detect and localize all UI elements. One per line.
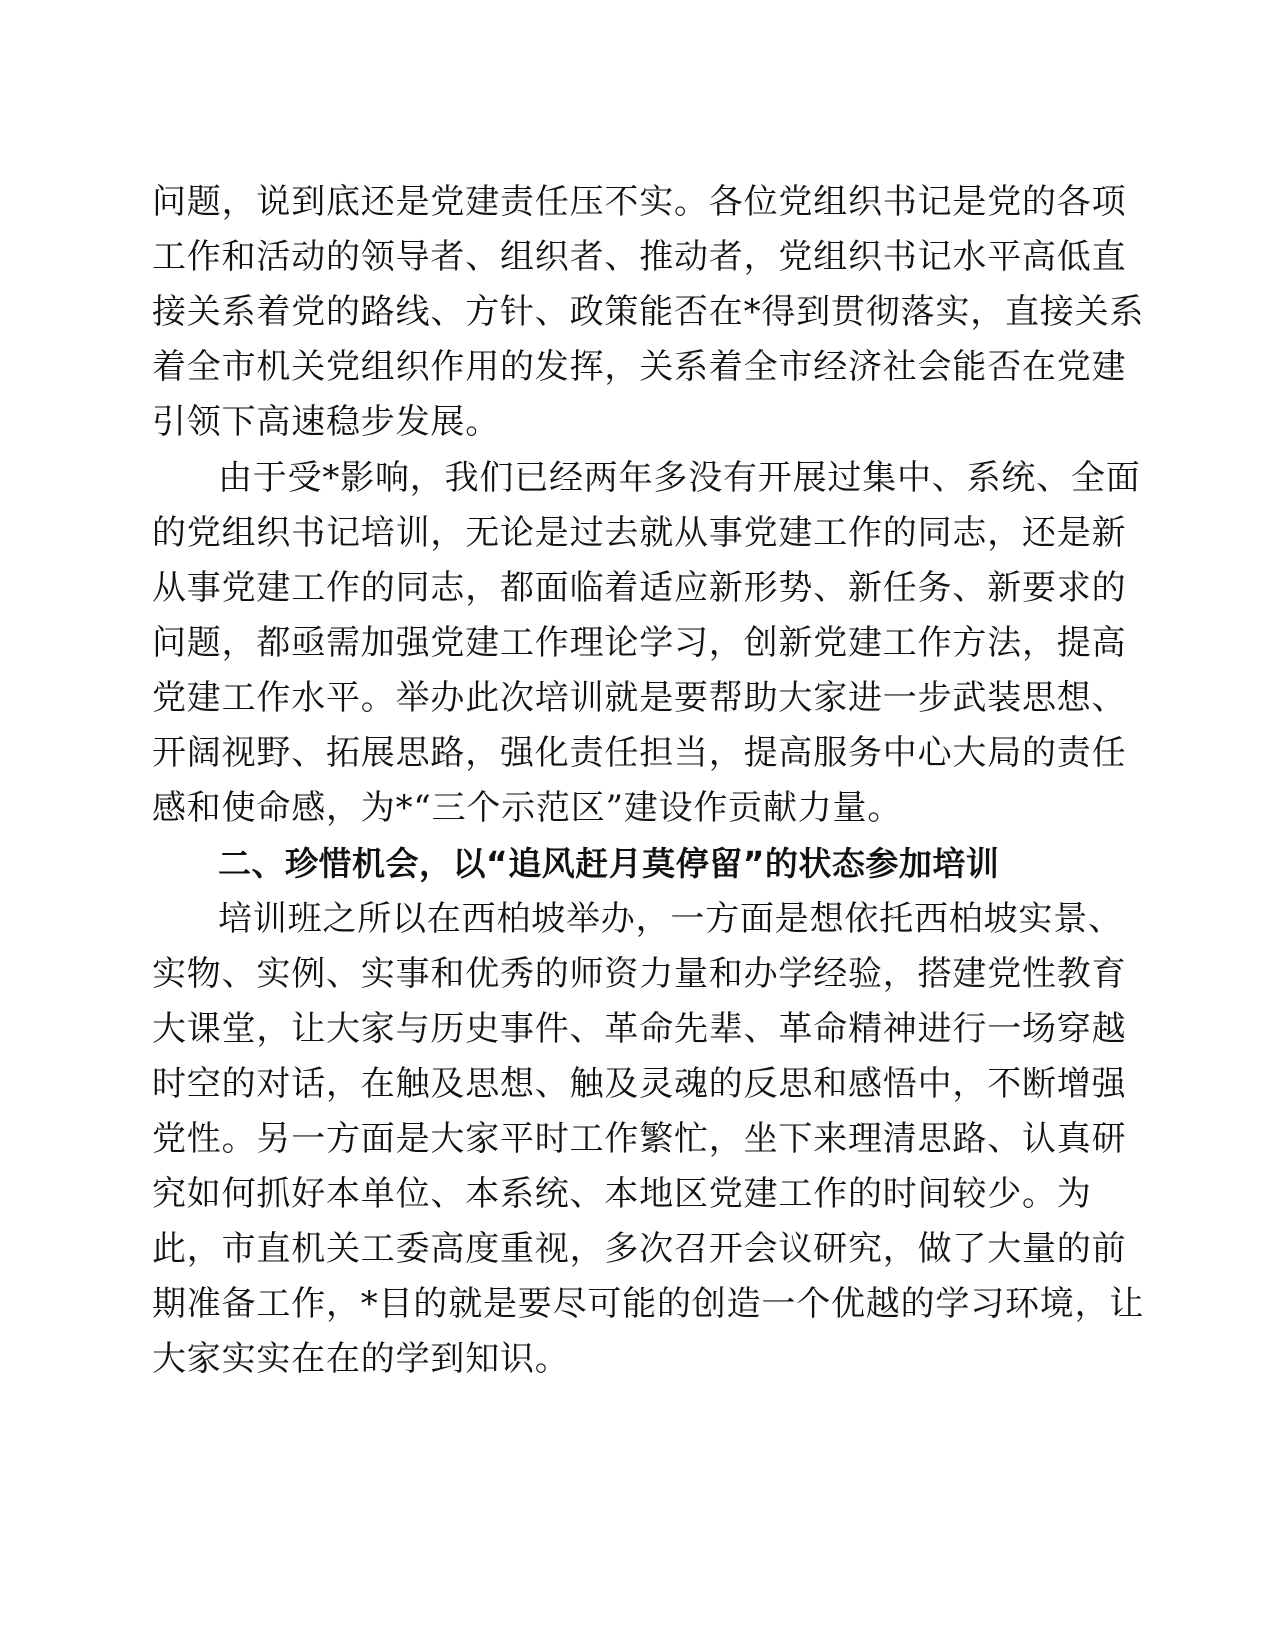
text-line: 的党组织书记培训，无论是过去就从事党建工作的同志，还是新 <box>152 513 1127 553</box>
text-line: 从事党建工作的同志，都面临着适应新形势、新任务、新要求的 <box>152 568 1127 608</box>
text-line: 工作和活动的领导者、组织者、推动者，党组织书记水平高低直 <box>152 237 1127 277</box>
text-line: 问题，说到底还是党建责任压不实。各位党组织书记是党的各项 <box>152 182 1127 222</box>
text-line: 感和使命感，为*“三个示范区”建设作贡献力量。 <box>152 788 903 828</box>
text-line: 党建工作水平。举办此次培训就是要帮助大家进一步武装思想、 <box>152 678 1127 718</box>
text-line: 大家实实在在的学到知识。 <box>152 1339 570 1379</box>
text-line: 接关系着党的路线、方针、政策能否在*得到贯彻落实，直接关系 <box>152 292 1145 332</box>
text-line: 实物、实例、实事和优秀的师资力量和办学经验，搭建党性教育 <box>152 954 1127 994</box>
text-line: 党性。另一方面是大家平时工作繁忙，坐下来理清思路、认真研 <box>152 1119 1127 1159</box>
text-line: 时空的对话，在触及思想、触及灵魂的反思和感悟中，不断增强 <box>152 1064 1127 1104</box>
text-line: 此，市直机关工委高度重视，多次召开会议研究，做了大量的前 <box>152 1229 1127 1269</box>
section-heading: 二、珍惜机会，以“追风赶月莫停留”的状态参加培训 <box>218 844 1000 883</box>
paragraph-start: 由于受*影响，我们已经两年多没有开展过集中、系统、全面 <box>218 458 1141 498</box>
text-line: 大课堂，让大家与历史事件、革命先辈、革命精神进行一场穿越 <box>152 1009 1127 1049</box>
text-line: 着全市机关党组织作用的发挥，关系着全市经济社会能否在党建 <box>152 347 1127 387</box>
text-line: 究如何抓好本单位、本系统、本地区党建工作的时间较少。为 <box>152 1174 1092 1214</box>
text-line: 期准备工作，*目的就是要尽可能的创造一个优越的学习环境，让 <box>152 1284 1145 1324</box>
text-line: 开阔视野、拓展思路，强化责任担当，提高服务中心大局的责任 <box>152 733 1127 773</box>
paragraph-start: 培训班之所以在西柏坡举办，一方面是想依托西柏坡实景、 <box>218 899 1123 939</box>
text-line: 问题，都亟需加强党建工作理论学习，创新党建工作方法，提高 <box>152 623 1127 663</box>
text-line: 引领下高速稳步发展。 <box>152 402 500 442</box>
